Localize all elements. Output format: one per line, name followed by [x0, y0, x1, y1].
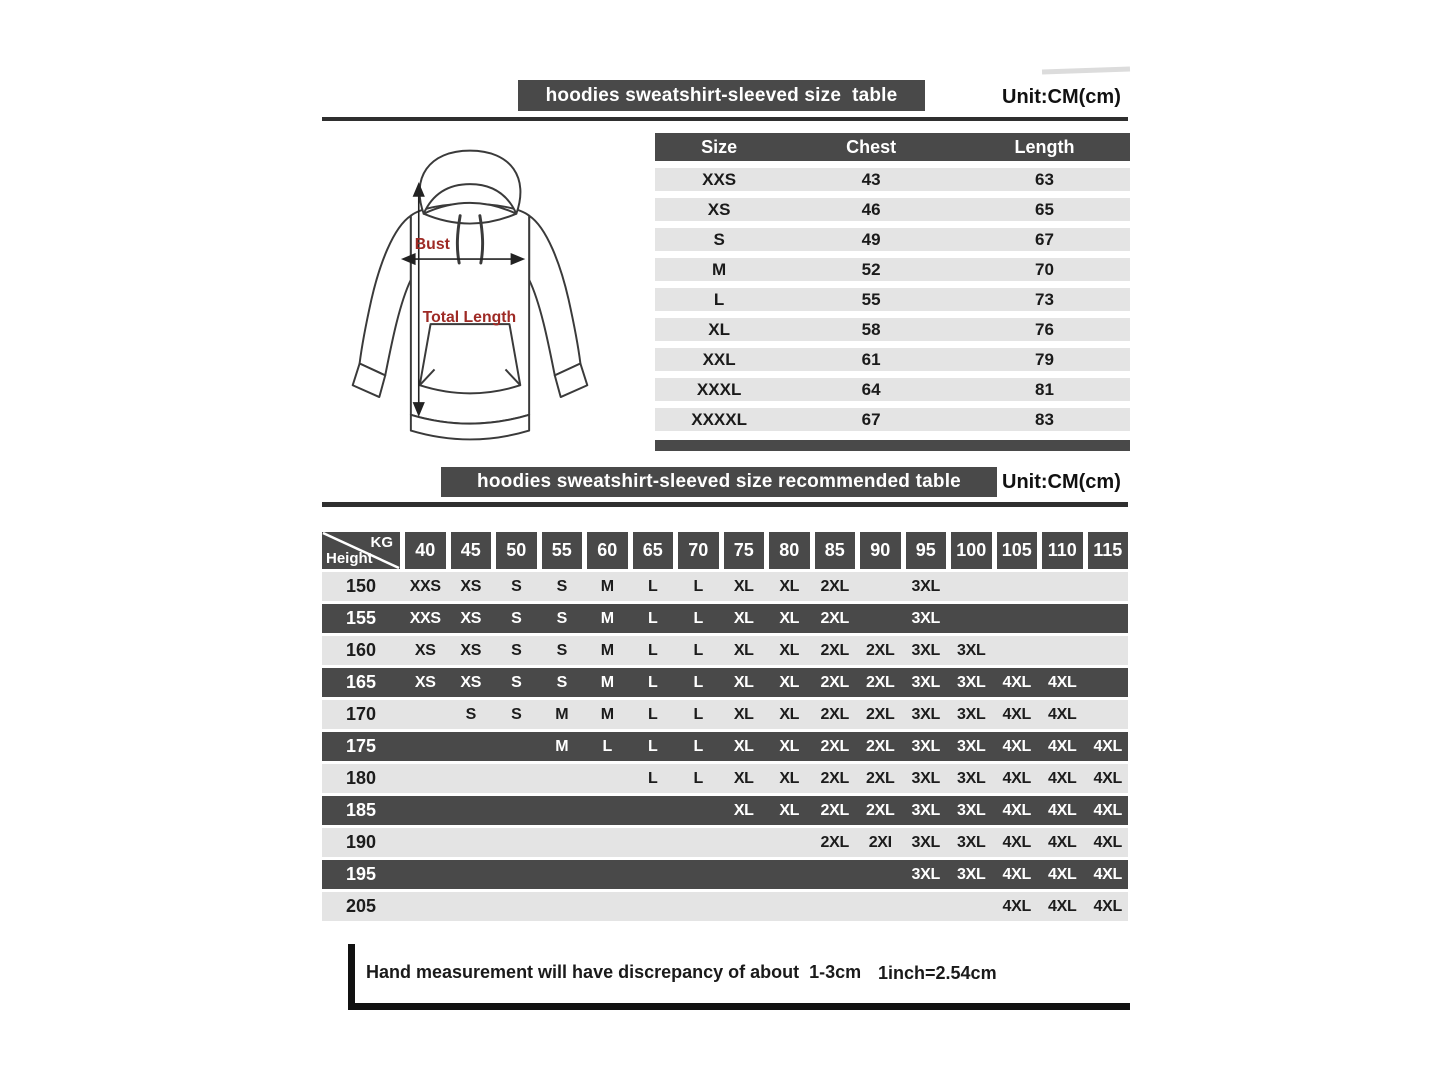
- divider-line: [322, 502, 1128, 507]
- corner-height-label: Height: [326, 550, 373, 567]
- recommended-size-cell: XS: [460, 673, 482, 691]
- size-table-row: [655, 348, 1130, 371]
- size-table-row: [655, 228, 1130, 251]
- right-sleeve: [529, 216, 580, 376]
- size-table-row: [655, 318, 1130, 341]
- weight-header-cell: 60: [587, 532, 628, 569]
- recommended-size-cell: XL: [779, 609, 800, 627]
- size-table-cell: 63: [1035, 169, 1054, 189]
- recommended-size-cell: L: [648, 609, 658, 627]
- size-table-cell: 73: [1035, 289, 1054, 309]
- recommended-size-cell: S: [511, 705, 522, 723]
- weight-header-cell: 40: [405, 532, 446, 569]
- inch-conversion-note: 1inch=2.54cm: [878, 963, 997, 983]
- measurement-note: Hand measurement will have discrepancy of about 1-3cm: [366, 962, 862, 982]
- hoodie-drawing: [332, 136, 608, 458]
- recommended-size-cell: 4XL: [1093, 865, 1122, 883]
- recommended-table-row: [322, 604, 1128, 633]
- recommended-table-row: [322, 764, 1128, 793]
- recommended-size-cell: M: [555, 737, 569, 755]
- recommended-size-cell: 2XL: [820, 769, 849, 787]
- recommended-size-cell: XS: [414, 641, 436, 659]
- recommended-size-cell: 3XL: [911, 577, 940, 595]
- recommended-size-cell: 3XL: [911, 673, 940, 691]
- size-table-cell: XS: [707, 199, 731, 219]
- height-label-cell: 180: [345, 768, 377, 788]
- size-table-row: [655, 378, 1130, 401]
- recommended-size-cell: XL: [733, 609, 754, 627]
- size-table-cell: XXXXL: [691, 409, 747, 429]
- size-table-cell: 58: [861, 319, 881, 339]
- recommended-size-cell: 4XL: [1093, 801, 1122, 819]
- recommended-size-cell: L: [648, 737, 658, 755]
- recommended-size-cell: 2XI: [868, 833, 892, 851]
- recommended-size-cell: S: [511, 673, 522, 691]
- recommended-size-cell: 3XL: [957, 737, 986, 755]
- size-table-header: [655, 133, 1130, 161]
- size-table-cell: 46: [861, 199, 881, 219]
- recommended-size-cell: S: [556, 609, 567, 627]
- size-table-row: [655, 258, 1130, 281]
- recommended-size-cell: S: [556, 577, 567, 595]
- recommended-size-cell: S: [556, 641, 567, 659]
- size-table-cell: 83: [1035, 409, 1054, 429]
- height-label-cell: 175: [345, 736, 377, 756]
- recommended-size-cell: 4XL: [1002, 897, 1031, 915]
- recommended-table-row: [322, 668, 1128, 697]
- recommended-table-row: [322, 732, 1128, 761]
- hoodie-measurement-diagram: [332, 136, 608, 458]
- recommended-size-cell: XL: [779, 801, 800, 819]
- recommended-size-cell: 4XL: [1002, 865, 1031, 883]
- size-table-cell: 81: [1035, 379, 1054, 399]
- recommended-size-cell: 3XL: [957, 705, 986, 723]
- size-table-cell: L: [713, 289, 725, 309]
- recommended-size-cell: XL: [733, 801, 754, 819]
- recommended-size-cell: 4XL: [1048, 897, 1077, 915]
- footer-horizontal-bar: [348, 1003, 1130, 1010]
- recommended-size-cell: XS: [414, 673, 436, 691]
- height-label-cell: 170: [345, 704, 377, 724]
- recommended-size-cell: 2XL: [820, 705, 849, 723]
- height-label-cell: 155: [345, 608, 377, 628]
- height-label-cell: 185: [345, 800, 377, 820]
- recommended-size-cell: 3XL: [911, 641, 940, 659]
- recommended-size-cell: L: [648, 641, 658, 659]
- height-label-cell: 165: [345, 672, 377, 692]
- recommended-size-cell: 3XL: [957, 641, 986, 659]
- recommended-size-cell: 2XL: [820, 833, 849, 851]
- recommended-size-table: [322, 532, 1128, 921]
- recommended-size-cell: 3XL: [957, 673, 986, 691]
- recommended-size-cell: M: [600, 641, 614, 659]
- recommended-size-cell: M: [600, 577, 614, 595]
- left-sleeve: [360, 216, 411, 376]
- size-table-cell: 64: [861, 379, 881, 399]
- recommended-size-cell: XL: [733, 577, 754, 595]
- height-label-cell: 190: [345, 832, 377, 852]
- column-header-size: Size: [701, 136, 738, 157]
- recommended-size-cell: 4XL: [1002, 737, 1031, 755]
- weight-header-cell: 65: [633, 532, 674, 569]
- recommended-table-body: [322, 572, 1128, 921]
- recommended-size-cell: 4XL: [1002, 705, 1031, 723]
- weight-header-cell: 105: [997, 532, 1038, 569]
- size-table: [655, 133, 1130, 451]
- recommended-size-cell: L: [693, 737, 703, 755]
- recommended-size-cell: 2XL: [866, 801, 895, 819]
- recommended-table-row: [322, 796, 1128, 825]
- size-table-cell: XL: [708, 319, 730, 339]
- recommended-size-cell: L: [693, 705, 703, 723]
- size-table-cell: M: [712, 259, 727, 279]
- recommended-size-cell: 2XL: [866, 705, 895, 723]
- recommended-size-cell: XL: [779, 641, 800, 659]
- recommended-size-cell: 2XL: [820, 673, 849, 691]
- recommended-size-cell: 2XL: [820, 609, 849, 627]
- recommended-size-cell: S: [511, 577, 522, 595]
- recommended-size-cell: 4XL: [1002, 801, 1031, 819]
- recommended-size-cell: 2XL: [820, 641, 849, 659]
- recommended-size-cell: 3XL: [911, 609, 940, 627]
- column-header-chest: Chest: [846, 136, 897, 157]
- recommended-table-title: hoodies sweatshirt-sleeved size recommended table: [441, 467, 997, 497]
- recommended-size-cell: L: [648, 769, 658, 787]
- recommended-size-cell: 2XL: [866, 641, 895, 659]
- weight-header-cell: 70: [678, 532, 719, 569]
- size-table-bottom-bar: [655, 440, 1130, 451]
- recommended-size-cell: 4XL: [1002, 833, 1031, 851]
- recommended-size-cell: 2XL: [820, 801, 849, 819]
- recommended-size-cell: XL: [779, 673, 800, 691]
- recommended-size-cell: M: [600, 705, 614, 723]
- size-table-cell: 79: [1035, 349, 1054, 369]
- size-table-cell: 67: [861, 409, 881, 429]
- recommended-size-cell: M: [600, 609, 614, 627]
- weight-header-cell: 50: [496, 532, 537, 569]
- corner-header-cell: [322, 532, 400, 569]
- recommended-size-cell: L: [648, 705, 658, 723]
- size-table-cell: 52: [861, 259, 881, 279]
- recommended-size-cell: 2XL: [866, 737, 895, 755]
- size-table-cell: 55: [861, 289, 881, 309]
- size-table-unit-label: Unit:CM(cm): [1002, 86, 1121, 108]
- size-table-cell: XXS: [702, 169, 737, 189]
- weight-header-cell: 90: [860, 532, 901, 569]
- recommended-size-cell: 3XL: [911, 705, 940, 723]
- recommended-size-cell: XS: [460, 577, 482, 595]
- recommended-size-cell: 2XL: [820, 577, 849, 595]
- kangaroo-pocket: [420, 324, 521, 393]
- recommended-size-cell: 4XL: [1048, 865, 1077, 883]
- recommended-size-cell: L: [602, 737, 612, 755]
- size-table-row: [655, 198, 1130, 221]
- recommended-size-cell: 4XL: [1048, 833, 1077, 851]
- recommended-size-cell: XL: [733, 705, 754, 723]
- weight-header-cell: 115: [1088, 532, 1129, 569]
- corner-kg-label: KG: [370, 534, 393, 551]
- recommended-table-row: [322, 700, 1128, 729]
- recommended-size-cell: 3XL: [957, 769, 986, 787]
- divider-line: [322, 117, 1128, 121]
- size-table-cell: 67: [1035, 229, 1054, 249]
- recommended-size-cell: 4XL: [1048, 673, 1077, 691]
- weight-header-cell: 95: [906, 532, 947, 569]
- size-table-cell: S: [713, 229, 725, 249]
- recommended-size-cell: XXS: [409, 609, 441, 627]
- recommended-table-row: [322, 860, 1128, 889]
- recommended-size-cell: 4XL: [1093, 737, 1122, 755]
- recommended-size-cell: XL: [733, 737, 754, 755]
- recommended-size-cell: 4XL: [1002, 769, 1031, 787]
- size-table-cell: XXXL: [696, 379, 742, 399]
- weight-header-cell: 45: [451, 532, 492, 569]
- recommended-size-cell: XS: [460, 609, 482, 627]
- weight-header-cell: 85: [815, 532, 856, 569]
- size-table-row: [655, 288, 1130, 311]
- recommended-size-cell: 4XL: [1048, 737, 1077, 755]
- size-table-cell: 43: [861, 169, 881, 189]
- column-header-length: Length: [1014, 136, 1075, 157]
- size-table-row: [655, 408, 1130, 431]
- size-table-cell: 49: [861, 229, 881, 249]
- recommended-size-cell: 4XL: [1093, 897, 1122, 915]
- recommended-size-cell: S: [465, 705, 476, 723]
- recommended-size-cell: XL: [779, 705, 800, 723]
- recommended-size-cell: XL: [733, 673, 754, 691]
- bust-label: Bust: [414, 236, 450, 254]
- size-table-title: hoodies sweatshirt-sleeved size table: [518, 80, 925, 111]
- recommended-size-cell: S: [511, 609, 522, 627]
- recommended-size-cell: L: [693, 769, 703, 787]
- size-table-cell: 65: [1035, 199, 1054, 219]
- recommended-size-cell: M: [555, 705, 569, 723]
- recommended-size-cell: 3XL: [911, 737, 940, 755]
- scan-artifact: [1042, 66, 1130, 74]
- recommended-size-cell: M: [600, 673, 614, 691]
- size-table-cell: 76: [1035, 319, 1054, 339]
- recommended-size-cell: XL: [733, 641, 754, 659]
- recommended-size-cell: 3XL: [911, 865, 940, 883]
- recommended-size-cell: 3XL: [911, 769, 940, 787]
- recommended-size-cell: L: [648, 577, 658, 595]
- recommended-size-cell: S: [556, 673, 567, 691]
- weight-header-cell: 80: [769, 532, 810, 569]
- size-table-cell: XXL: [702, 349, 736, 369]
- recommended-table-row: [322, 892, 1128, 921]
- recommended-size-cell: 3XL: [957, 865, 986, 883]
- recommended-size-cell: L: [648, 673, 658, 691]
- recommended-size-cell: 4XL: [1048, 705, 1077, 723]
- recommended-size-cell: L: [693, 609, 703, 627]
- recommended-size-cell: 4XL: [1093, 769, 1122, 787]
- recommended-size-cell: L: [693, 577, 703, 595]
- recommended-table-row: [322, 636, 1128, 665]
- weight-header-cell: 110: [1042, 532, 1083, 569]
- recommended-size-cell: 4XL: [1048, 769, 1077, 787]
- recommended-size-cell: 2XL: [866, 769, 895, 787]
- recommended-size-cell: XL: [779, 577, 800, 595]
- height-label-cell: 195: [345, 864, 377, 884]
- recommended-size-cell: XXS: [409, 577, 441, 595]
- recommended-table-row: [322, 828, 1128, 857]
- recommended-table-unit-label: Unit:CM(cm): [1002, 471, 1121, 493]
- weight-header-cell: 75: [724, 532, 765, 569]
- recommended-size-cell: 3XL: [957, 833, 986, 851]
- size-table-body: [655, 168, 1130, 431]
- size-table-row: [655, 168, 1130, 191]
- recommended-size-cell: 2XL: [820, 737, 849, 755]
- weight-header-cell: 100: [951, 532, 992, 569]
- recommended-size-cell: 2XL: [866, 673, 895, 691]
- footer-vertical-bar: [348, 944, 355, 1010]
- size-table-cell: 70: [1035, 259, 1054, 279]
- recommended-size-cell: L: [693, 673, 703, 691]
- recommended-size-cell: L: [693, 641, 703, 659]
- recommended-size-cell: XS: [460, 641, 482, 659]
- size-table-cell: 61: [861, 349, 881, 369]
- recommended-size-cell: 4XL: [1093, 833, 1122, 851]
- recommended-size-cell: 4XL: [1048, 801, 1077, 819]
- recommended-size-cell: 3XL: [911, 801, 940, 819]
- total-length-label: Total Length: [422, 309, 517, 327]
- recommended-table-row: [322, 572, 1128, 601]
- weight-header-cell: 55: [542, 532, 583, 569]
- height-label-cell: 150: [345, 576, 377, 596]
- recommended-size-cell: XL: [779, 769, 800, 787]
- recommended-size-cell: S: [511, 641, 522, 659]
- recommended-size-cell: 3XL: [911, 833, 940, 851]
- height-label-cell: 205: [345, 896, 377, 916]
- height-label-cell: 160: [345, 640, 377, 660]
- recommended-size-cell: XL: [733, 769, 754, 787]
- recommended-table-header: [322, 532, 1128, 569]
- recommended-size-cell: 3XL: [957, 801, 986, 819]
- recommended-size-cell: XL: [779, 737, 800, 755]
- recommended-size-cell: 4XL: [1002, 673, 1031, 691]
